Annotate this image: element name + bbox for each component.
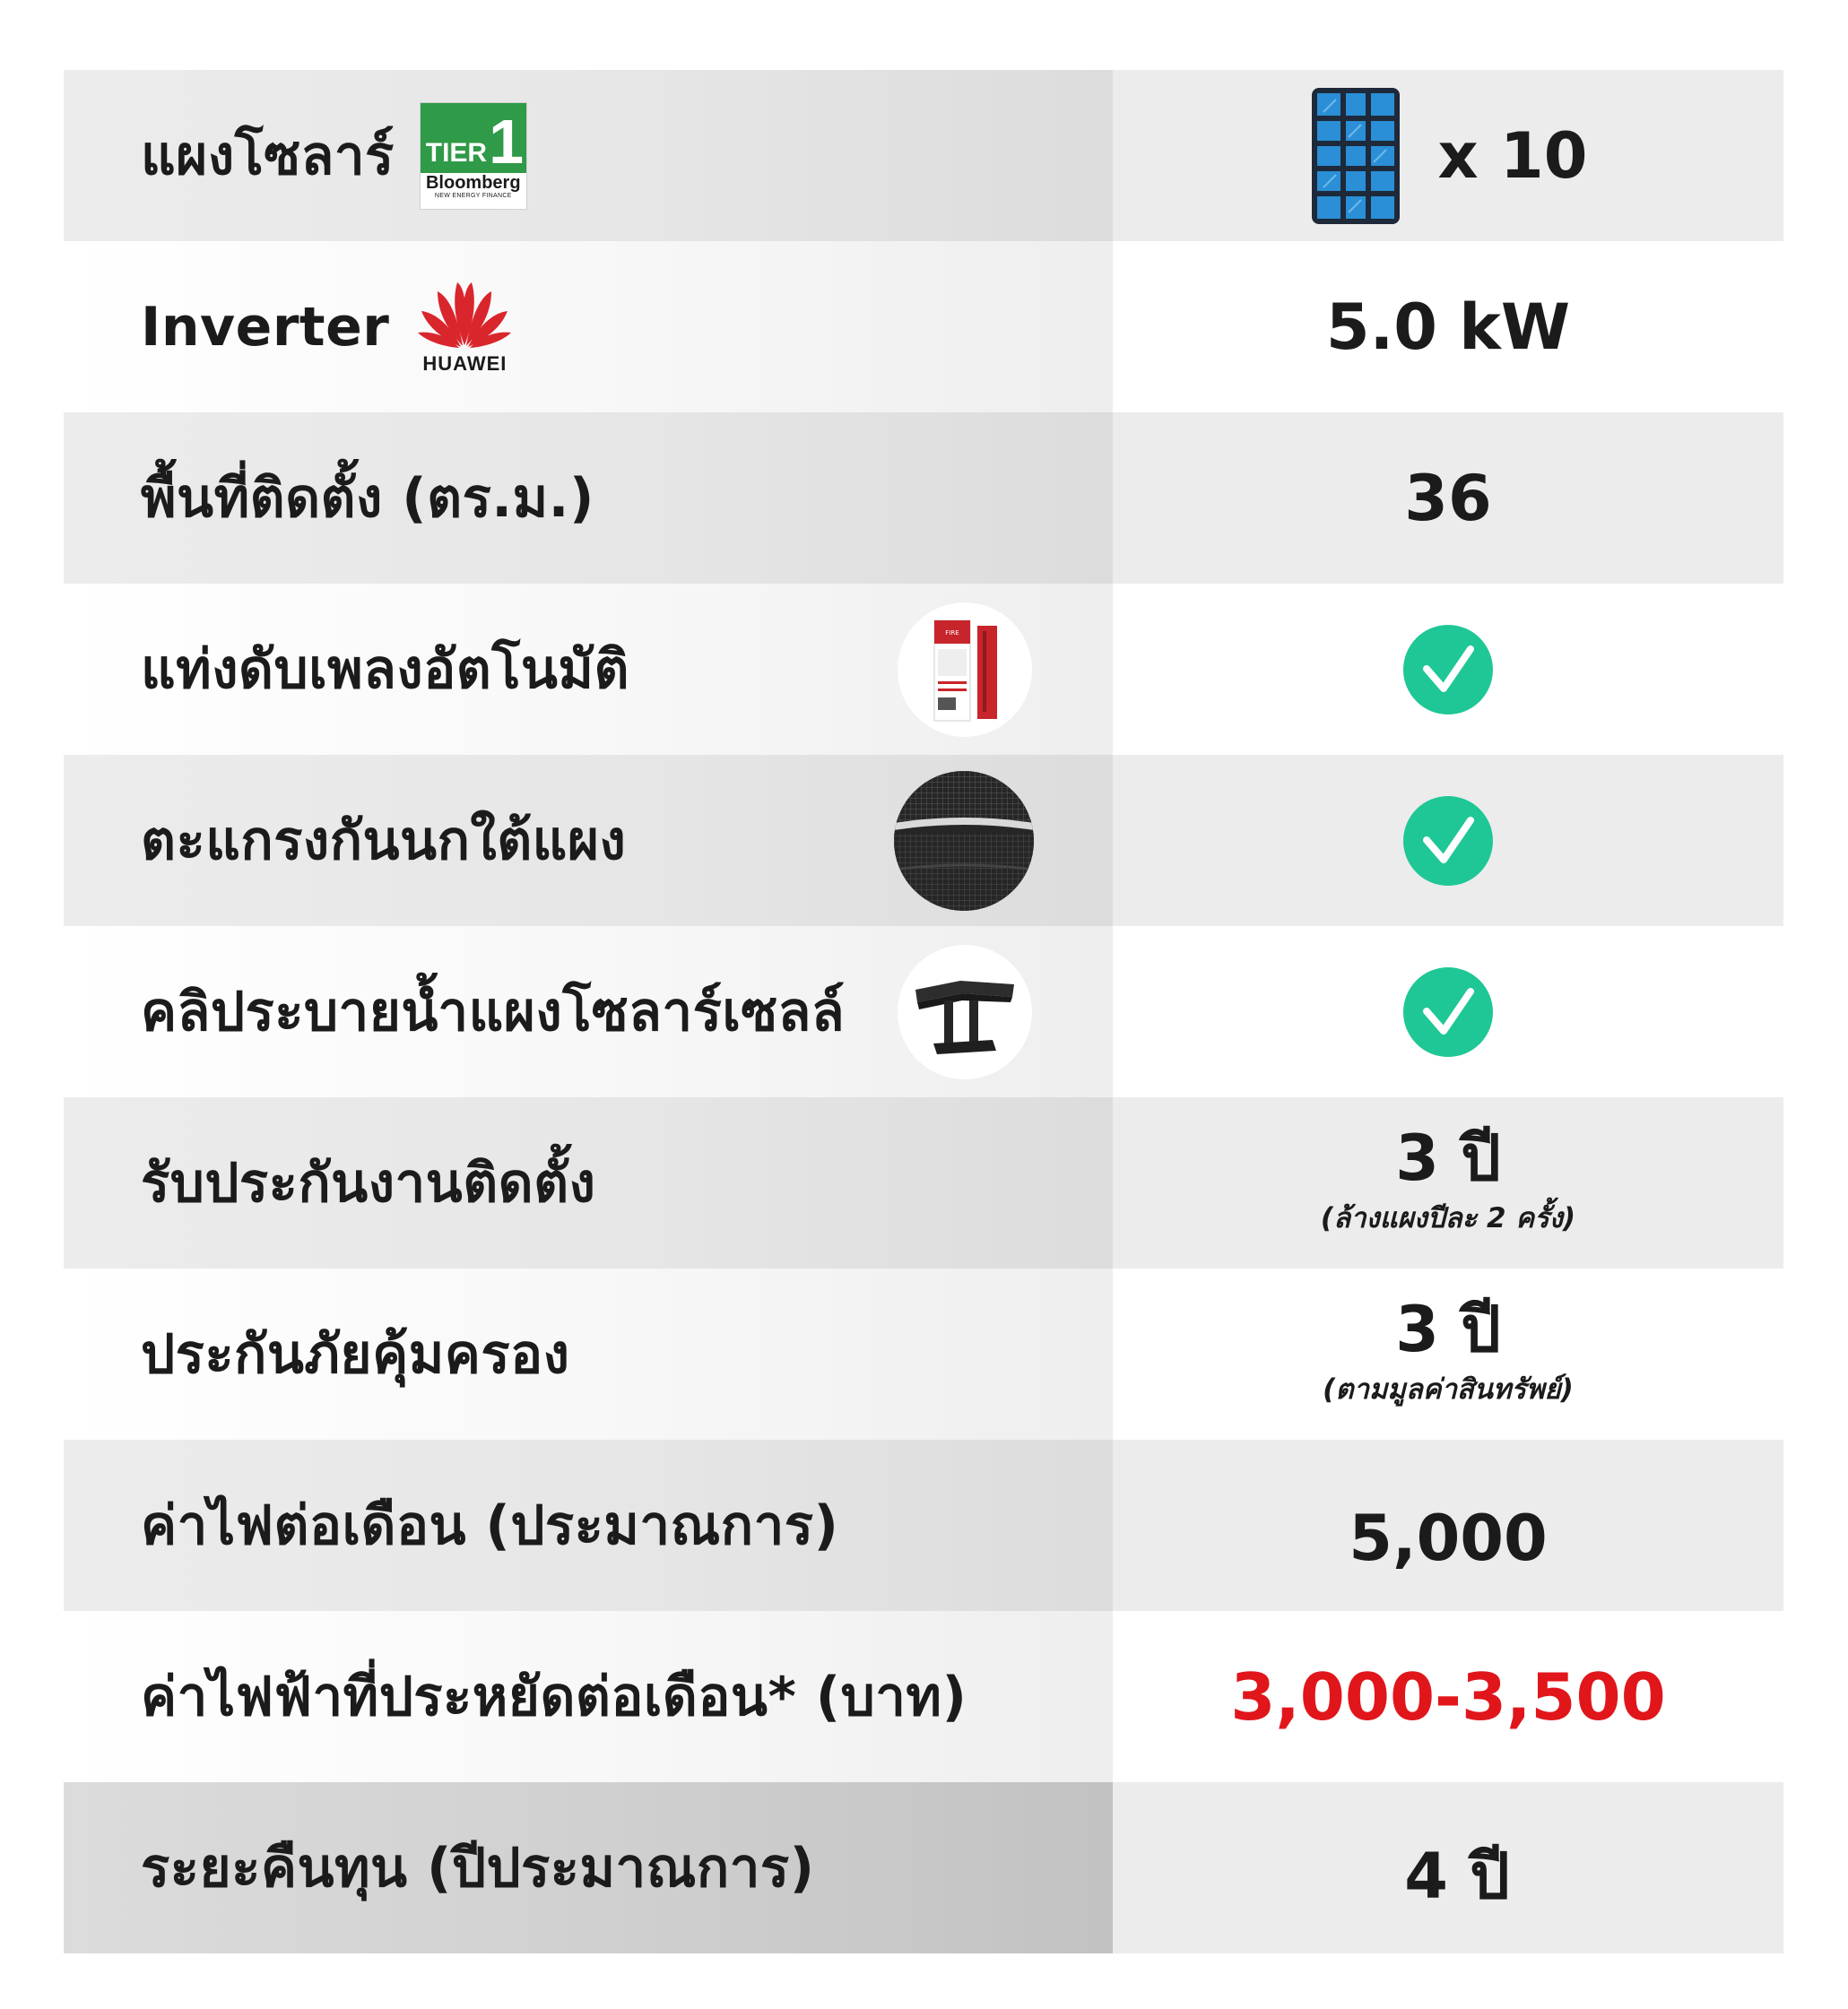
huawei-flower-icon [416, 279, 513, 349]
row-label: พื้นที่ติดตั้ง (ตร.ม.) [141, 467, 594, 530]
row-value-cell [1113, 241, 1783, 412]
huawei-text: HUAWEI [422, 351, 508, 375]
row-label-cell [64, 1611, 1113, 1782]
row-label-cell [64, 926, 1113, 1097]
warranty-note: (ล้างแผงปีละ 2 ครั้ง) [1320, 1201, 1576, 1234]
row-label-cell [64, 1440, 1113, 1611]
row-value-cell [1113, 1782, 1783, 1953]
tier-word: TIER [425, 137, 488, 168]
row-label-cell [64, 755, 1113, 926]
table-row [64, 1097, 1783, 1269]
table-row [64, 412, 1783, 584]
row-label: ตะแกรงกันนกใต้แผง [141, 810, 627, 872]
row-label-cell [64, 241, 1113, 412]
row-label: คลิประบายน้ำแผงโซลาร์เซลล์ [141, 981, 846, 1043]
check-circle-icon [1402, 966, 1494, 1058]
row-label: ค่าไฟต่อเดือน (ประมาณการ) [141, 1494, 839, 1557]
table-row [64, 70, 1783, 241]
row-value-cell [1113, 412, 1783, 584]
row-value-cell [1113, 1611, 1783, 1782]
row-value-cell [1113, 1440, 1783, 1611]
bird-mesh-image [894, 771, 1034, 911]
monthly-bill-value: 5,000 [1349, 1501, 1548, 1575]
row-label: ประกันภัยคุ้มครอง [141, 1323, 570, 1386]
huawei-logo [414, 279, 515, 376]
warranty-value: 3 ปี [1395, 1121, 1501, 1195]
table-row [64, 926, 1783, 1097]
row-label-cell [64, 1782, 1113, 1953]
table-row [64, 1782, 1783, 1953]
row-label-cell [64, 70, 1113, 241]
fire-extinguisher-stick-image [898, 602, 1032, 737]
table-row [64, 241, 1783, 412]
row-value-cell [1113, 584, 1783, 755]
row-value-cell [1113, 926, 1783, 1097]
tier-number: 1 [489, 106, 525, 177]
check-circle-icon [1402, 624, 1494, 715]
panel-count: x 10 [1437, 118, 1588, 193]
bloomberg-text: Bloomberg [425, 172, 521, 193]
inverter-value: 5.0 kW [1325, 290, 1571, 364]
area-value: 36 [1404, 461, 1492, 535]
row-value-cell [1113, 70, 1783, 241]
row-label-cell [64, 584, 1113, 755]
table-row [64, 1269, 1783, 1440]
insurance-value: 3 ปี [1395, 1292, 1501, 1366]
row-label: Inverter [141, 295, 390, 359]
row-value-cell [1113, 1269, 1783, 1440]
check-circle-icon [1402, 795, 1494, 887]
row-label-cell [64, 1269, 1113, 1440]
spec-table [64, 70, 1783, 1953]
row-value-cell [1113, 755, 1783, 926]
row-label: ค่าไฟฟ้าที่ประหยัดต่อเดือน* (บาท) [141, 1666, 967, 1728]
row-value-cell [1113, 1097, 1783, 1269]
table-row [64, 755, 1783, 926]
svg-text:FIRE: FIRE [945, 628, 959, 636]
solar-panel-icon [1309, 85, 1402, 227]
insurance-note: (ตามมูลค่าสินทรัพย์) [1323, 1373, 1574, 1406]
tier1-bloomberg-badge [420, 102, 527, 210]
savings-value: 3,000-3,500 [1230, 1658, 1666, 1735]
payback-value: 4 ปี [1404, 1839, 1510, 1913]
row-label-cell [64, 1097, 1113, 1269]
row-label: แท่งดับเพลงอัตโนมัติ [141, 638, 629, 701]
row-label: รับประกันงานติดตั้ง [141, 1152, 596, 1215]
table-row [64, 584, 1783, 755]
drain-clip-image [898, 945, 1032, 1079]
table-row [64, 1440, 1783, 1611]
row-label: ระยะคืนทุน (ปีประมาณการ) [141, 1837, 815, 1900]
table-row [64, 1611, 1783, 1782]
row-label-cell [64, 412, 1113, 584]
bnef-text: NEW ENERGY FINANCE [434, 192, 512, 199]
row-label: แผงโซลาร์ [141, 125, 395, 187]
